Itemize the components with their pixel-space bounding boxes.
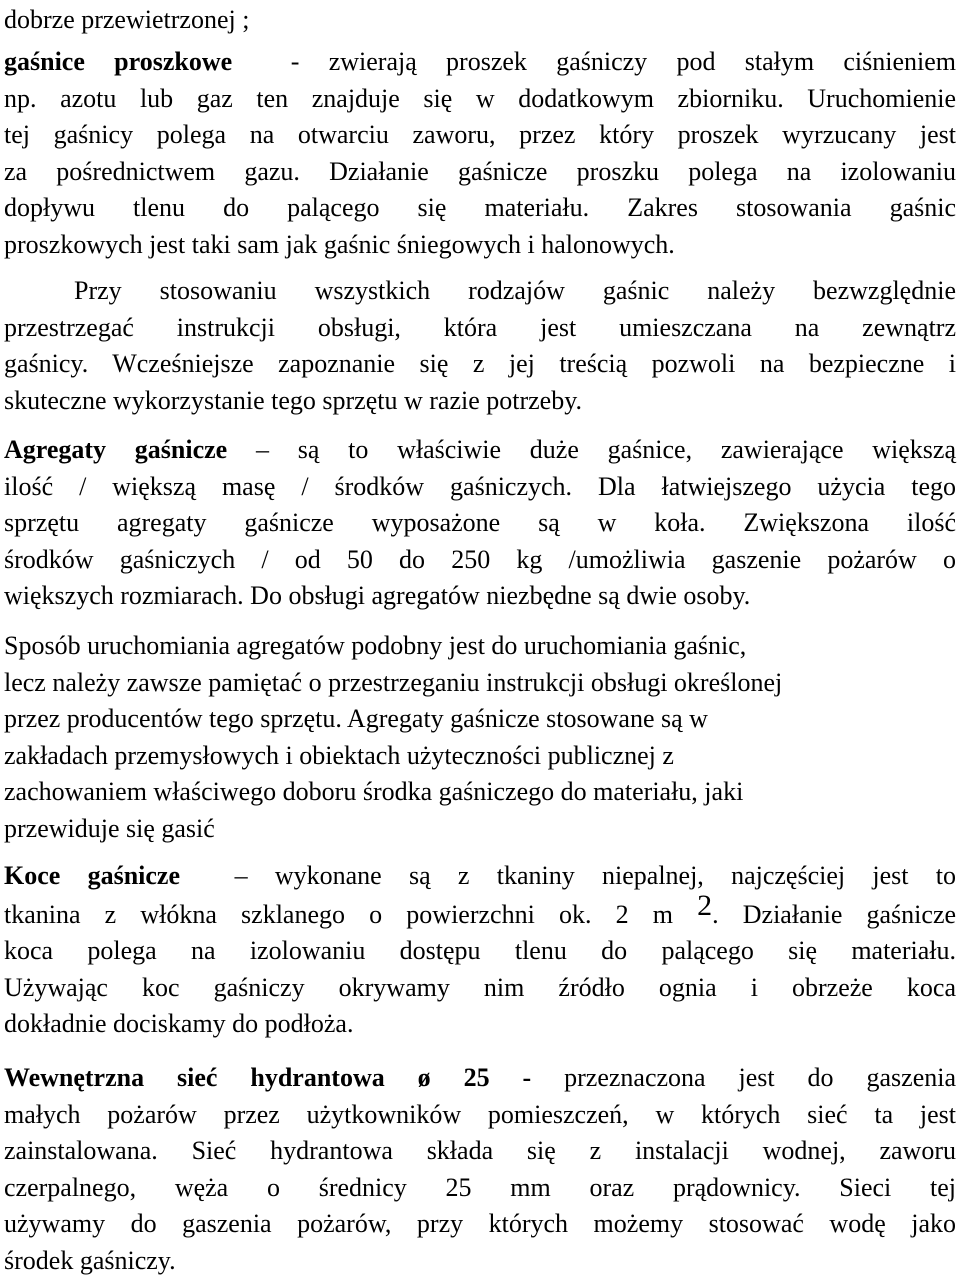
text-line: przez producentów tego sprzętu. Agregaty gaśnicze stosowane są w xyxy=(4,704,708,734)
text-fragment: – są to właściwie duże gaśnice, zawierające większą xyxy=(255,435,956,464)
text-line: tej gaśnicy polega na otwarciu zaworu, przez który proszek wyrzucany jest xyxy=(4,120,956,150)
text-line: sprzętu agregaty gaśnicze wyposażone są w koła. Zwiększona ilość xyxy=(4,508,956,538)
paragraph-operating-units xyxy=(4,628,956,848)
text-line: zachowaniem właściwego doboru środka gaśniczego do materiału, jaki xyxy=(4,777,744,807)
text-line xyxy=(4,858,956,895)
text-fragment: tkanina z włókna szklanego o powierzchni ok. 2 m xyxy=(4,899,673,929)
paragraph-fire-blankets xyxy=(4,858,956,1043)
text-line: dokładnie dociskamy do podłoża. xyxy=(4,1009,354,1039)
text-line: przewiduje się gasić xyxy=(4,813,215,843)
text-line: Używając koc gaśniczy okrywamy nim źródło ognia i obrzeże koca xyxy=(4,972,956,1002)
paragraph-extinguishing-units xyxy=(4,432,956,615)
text-line: czerpalnego, węża o średnicy 25 mm oraz prądownicy. Sieci tej xyxy=(4,1172,956,1202)
text-line xyxy=(4,432,956,469)
text-line: środek gaśniczy. xyxy=(4,1245,176,1275)
paragraph-powder-extinguishers xyxy=(4,44,956,264)
text-line: ilość / większą masę / środków gaśniczych. Dla łatwiejszego użycia tego xyxy=(4,471,956,501)
text-line: lecz należy zawsze pamiętać o przestrzeganiu instrukcji obsługi określonej xyxy=(4,667,783,697)
text-line: koca polega na izolowaniu dostępu tlenu do palącego się materiału. xyxy=(4,936,956,966)
paragraph-hydrant-network xyxy=(4,1060,956,1280)
text-line xyxy=(4,44,956,81)
text-line: proszkowych jest taki sam jak gaśnic śniegowych i halonowych. xyxy=(4,229,675,259)
text-line: gaśnicy. Wcześniejsze zapoznanie się z jej treścią pozwoli na bezpieczne i xyxy=(4,349,956,379)
text-line: zainstalowana. Sieć hydrantowa składa się z instalacji wodnej, zaworu xyxy=(4,1136,956,1166)
text-fragment: – wykonane są z tkaniny niepalnej, najczęściej jest to xyxy=(234,861,956,890)
text-line: dobrze przewietrzonej ; xyxy=(4,5,250,34)
text-line: przestrzegać instrukcji obsługi, która jest umieszczana na zewnątrz xyxy=(4,312,956,342)
text-fragment: - zwierają proszek gaśniczy pod stałym ciśnieniem xyxy=(290,47,957,76)
text-line: dopływu tlenu do palącego się materiału. Zakres stosowania gaśnic xyxy=(4,193,956,223)
text-line: Przy stosowaniu wszystkich rodzajów gaśnic należy bezwzględnie xyxy=(74,276,956,305)
text-line: skuteczne wykorzystanie tego sprzętu w razie potrzeby. xyxy=(4,385,583,415)
term-powder-extinguishers: gaśnice proszkowe xyxy=(4,47,233,76)
text-line: większych rozmiarach. Do obsługi agregatów niezbędne są dwie osoby. xyxy=(4,581,751,611)
text-line: np. azotu lub gaz ten znajduje się w dodatkowym zbiorniku. Uruchomienie xyxy=(4,83,956,113)
text-line xyxy=(4,1060,956,1097)
paragraph-intro xyxy=(4,2,956,39)
text-line: środków gaśniczych / od 50 do 250 kg /umożliwia gaszenie pożarów o xyxy=(4,544,956,574)
text-fragment: . Działanie gaśnicze xyxy=(712,899,957,929)
term-extinguishing-units: Agregaty gaśnicze xyxy=(4,435,228,464)
text-line: małych pożarów przez użytkowników pomieszczeń, w których sieć ta jest xyxy=(4,1099,956,1129)
paragraph-instructions xyxy=(4,273,956,419)
superscript-exponent: 2 xyxy=(697,888,713,922)
text-line: zakładach przemysłowych i obiektach użyteczności publicznej z xyxy=(4,740,674,770)
text-line: za pośrednictwem gazu. Działanie gaśnicze proszku polega na izolowaniu xyxy=(4,156,956,186)
term-fire-blankets: Koce gaśnicze xyxy=(4,861,181,890)
text-line: używamy do gaszenia pożarów, przy których możemy stosować wodę jako xyxy=(4,1209,956,1239)
text-fragment: przeznaczona jest do gaszenia xyxy=(564,1063,956,1092)
term-hydrant-network: Wewnętrzna sieć hydrantowa ø 25 - xyxy=(4,1063,532,1092)
text-line: Sposób uruchomiania agregatów podobny jest do uruchomiania gaśnic, xyxy=(4,631,747,660)
text-line xyxy=(4,888,957,934)
